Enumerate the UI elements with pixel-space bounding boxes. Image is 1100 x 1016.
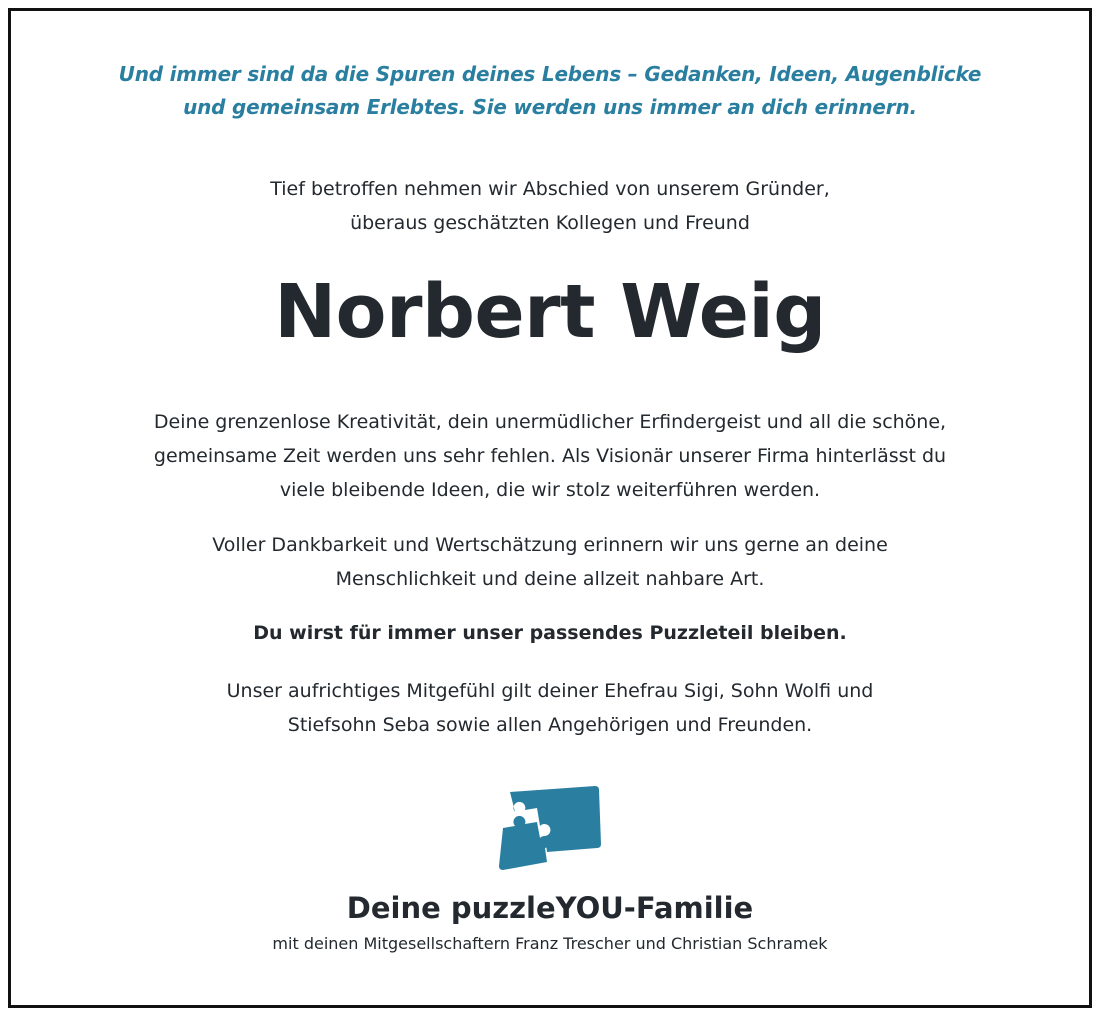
paragraph-puzzle: Du wirst für immer unser passendes Puzzleteil bleiben. (253, 622, 847, 644)
text-line: Stiefsohn Seba sowie allen Angehörigen und Freunden. (287, 714, 813, 736)
deceased-name: Norbert Weig (274, 269, 826, 355)
text-line: viele bleibende Ideen, die wir stolz weiterführen werden. (279, 479, 821, 501)
puzzle-pieces-icon (495, 782, 605, 874)
motto-line: und gemeinsam Erlebtes. Sie werden uns immer an dich erinnern. (183, 95, 917, 119)
text-line: Deine grenzenlose Kreativität, dein unermüdlicher Erfindergeist und all die schöne, (153, 411, 947, 433)
intro-line: Tief betroffen nehmen wir Abschied von unserem Gründer, (270, 178, 830, 200)
motto-line: Und immer sind da die Spuren deines Lebens – Gedanken, Ideen, Augenblicke (118, 62, 982, 86)
text-line: Unser aufrichtiges Mitgefühl gilt deiner Ehefrau Sigi, Sohn Wolfi und (226, 680, 874, 702)
paragraph-gratitude (0, 528, 1100, 596)
paragraph-condolences (0, 674, 1100, 742)
text-line: Voller Dankbarkeit und Wertschätzung erinnern wir uns gerne an deine (212, 534, 888, 556)
paragraph-tribute (0, 405, 1100, 507)
intro (0, 172, 1100, 240)
intro-line: überaus geschätzten Kollegen und Freund (350, 212, 750, 234)
signature: Deine puzzleYOU-Familie (346, 891, 754, 925)
signature-subline: mit deinen Mitgesellschaftern Franz Trescher und Christian Schramek (272, 934, 828, 953)
text-line: Menschlichkeit und deine allzeit nahbare Art. (335, 568, 765, 590)
text-line: gemeinsame Zeit werden uns sehr fehlen. Als Visionär unserer Firma hinterlässt du (153, 445, 947, 467)
motto (0, 58, 1100, 124)
